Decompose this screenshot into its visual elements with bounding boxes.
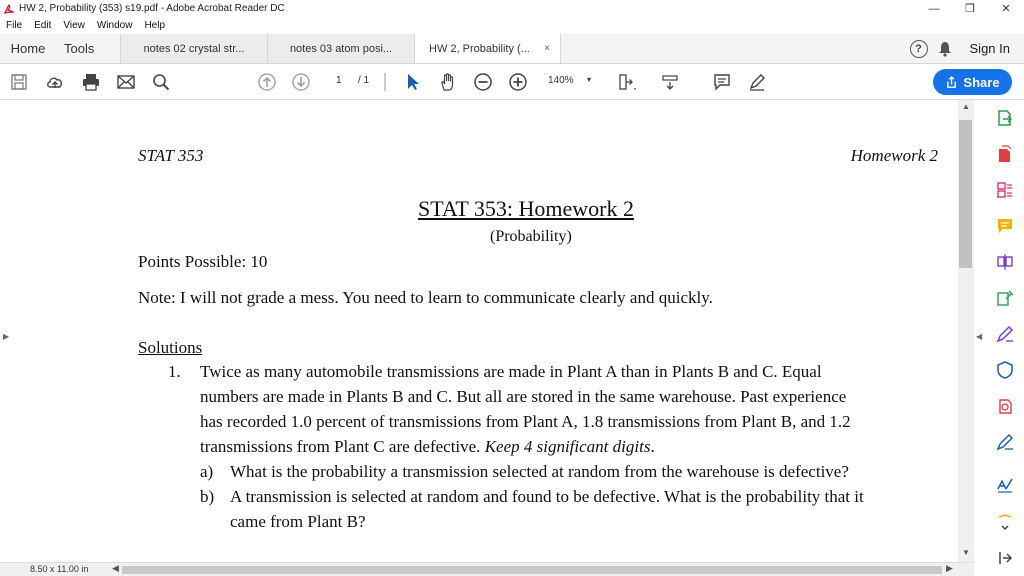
share-label: Share <box>963 74 1000 90</box>
comment-icon[interactable] <box>711 71 733 93</box>
menu-file[interactable]: File <box>6 20 23 31</box>
help-icon[interactable]: ? <box>910 40 928 58</box>
grading-note: Note: I will not grade a mess. You need to learn to communicate clearly and quickly. <box>138 288 713 307</box>
part-b-text: A transmission is selected at random and found to be defective. What is the probability that it <box>230 487 864 506</box>
points-possible: Points Possible: 10 <box>138 252 268 271</box>
question-line: numbers are made in Plants B and C. But all are stored in the same warehouse. Past experience <box>200 387 847 406</box>
email-icon[interactable] <box>115 71 137 93</box>
doc-tab-hw2[interactable] <box>414 34 561 63</box>
share-icon <box>945 76 958 89</box>
tab-home[interactable]: Home <box>10 41 46 56</box>
solutions-heading: Solutions <box>138 338 203 357</box>
more-tools-icon[interactable] <box>995 512 1015 532</box>
zoom-in-icon[interactable] <box>507 71 529 93</box>
status-bar <box>0 562 974 576</box>
doc-tab-hw2-label: HW 2, Probability (... <box>429 42 530 55</box>
protect-icon[interactable] <box>995 360 1015 380</box>
scroll-up-icon[interactable]: ▲ <box>962 102 970 111</box>
fill-sign-icon[interactable] <box>995 324 1015 344</box>
close-button[interactable]: ✕ <box>1001 3 1011 15</box>
combine-files-icon[interactable] <box>995 252 1015 272</box>
part-b-label: b) <box>200 487 215 506</box>
sign-in-link[interactable]: Sign In <box>969 41 1010 56</box>
document-title: STAT 353: Homework 2 <box>418 196 634 221</box>
save-icon[interactable] <box>8 71 30 93</box>
right-tools-panel <box>974 100 1024 576</box>
previous-page-icon[interactable] <box>256 71 278 93</box>
doc-tab-notes-03[interactable]: notes 03 atom posi... <box>267 34 414 63</box>
document-subtitle: (Probability) <box>490 228 572 245</box>
zoom-level[interactable]: 140% <box>548 75 574 86</box>
part-a-label: a) <box>200 462 214 481</box>
page-number-input[interactable]: 1 <box>336 75 342 86</box>
print-icon[interactable] <box>80 71 102 93</box>
export-pdf-icon[interactable] <box>995 108 1015 128</box>
scroll-left-icon[interactable]: ◀ <box>112 563 119 573</box>
header-assignment: Homework 2 <box>850 146 938 165</box>
create-pdf-icon[interactable] <box>995 144 1015 164</box>
restore-button[interactable]: ❐ <box>965 3 975 15</box>
upload-cloud-icon[interactable] <box>44 71 66 93</box>
tab-tools[interactable]: Tools <box>64 41 95 56</box>
question-line: has recorded 1.0 percent of transmissions from Plant A, 1.8 transmissions from Plant B, and 1.2 <box>200 412 851 431</box>
tab-bar <box>0 34 1024 64</box>
send-for-review-icon[interactable] <box>995 396 1015 416</box>
title-bar <box>0 0 1024 17</box>
question-line-last <box>200 437 655 457</box>
page-total: / 1 <box>358 75 370 86</box>
menu-bar <box>0 17 1024 34</box>
document-view[interactable] <box>0 100 974 562</box>
page-size: 8.50 x 11.00 in <box>30 564 89 574</box>
bell-icon[interactable] <box>938 41 952 57</box>
question-number: 1. <box>168 362 181 381</box>
collapse-right-panel-icon[interactable] <box>995 548 1015 568</box>
minimize-button[interactable]: — <box>928 2 940 15</box>
menu-help[interactable]: Help <box>144 20 166 31</box>
share-button[interactable] <box>933 69 1012 95</box>
menu-window[interactable]: Window <box>96 20 133 31</box>
left-panel-toggle-icon[interactable]: ▶ <box>3 332 10 341</box>
search-icon[interactable] <box>150 71 172 93</box>
toolbar <box>0 64 1024 100</box>
comment-tool-icon[interactable] <box>995 216 1015 236</box>
tab-close-icon[interactable]: × <box>544 43 550 54</box>
part-a-text: What is the probability a transmission selected at random from the warehouse is defective? <box>230 462 849 481</box>
acrobat-icon <box>3 3 15 15</box>
horizontal-scrollbar-thumb[interactable] <box>122 566 942 574</box>
header-course: STAT 353 <box>138 146 204 165</box>
question-text: transmissions from Plant C are defective. <box>200 437 485 456</box>
question-line: Twice as many automobile transmissions are made in Plant A than in Plants B and C. Equal <box>200 362 822 381</box>
toolbar-divider <box>384 73 386 91</box>
zoom-out-icon[interactable] <box>472 71 494 93</box>
next-page-icon[interactable] <box>290 71 312 93</box>
sig-digits-instruction: Keep 4 significant digits <box>484 437 651 456</box>
edit-pdf-icon[interactable] <box>995 288 1015 308</box>
page-fit-icon[interactable] <box>616 71 638 93</box>
question-text-end: . <box>650 437 655 456</box>
redact-icon[interactable] <box>995 474 1015 494</box>
doc-tab-notes-02[interactable]: notes 02 crystal str... <box>120 34 267 63</box>
scrollbar-thumb[interactable] <box>959 120 972 268</box>
scroll-right-icon[interactable]: ▶ <box>946 563 953 573</box>
scroll-mode-icon[interactable] <box>659 71 681 93</box>
scroll-down-icon[interactable]: ▼ <box>962 548 970 557</box>
collapse-panel-icon[interactable]: ◀ <box>976 332 983 341</box>
part-b-text-cont: came from Plant B? <box>230 512 366 531</box>
hand-tool-icon[interactable] <box>437 71 459 93</box>
zoom-dropdown-icon[interactable]: ▾ <box>587 75 592 84</box>
menu-view[interactable]: View <box>63 20 85 31</box>
vertical-scrollbar[interactable] <box>958 100 974 562</box>
pdf-page <box>0 100 958 562</box>
menu-edit[interactable]: Edit <box>34 20 52 31</box>
sign-icon[interactable] <box>995 432 1015 452</box>
window-title: HW 2, Probability (353) s19.pdf - Adobe Acrobat Reader DC <box>19 3 285 14</box>
select-cursor-icon[interactable] <box>402 71 424 93</box>
highlight-pen-icon[interactable] <box>746 71 768 93</box>
organize-pages-icon[interactable] <box>995 180 1015 200</box>
